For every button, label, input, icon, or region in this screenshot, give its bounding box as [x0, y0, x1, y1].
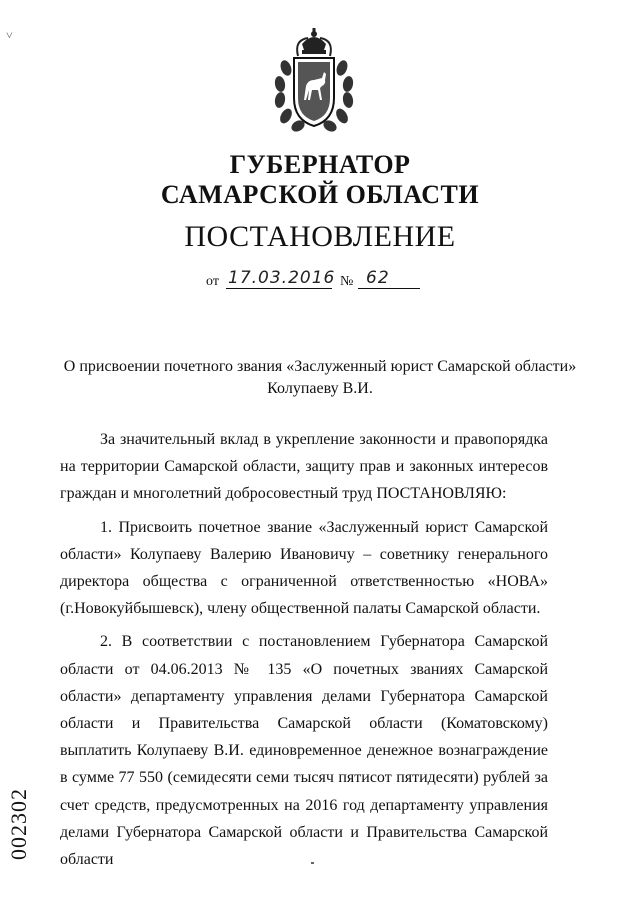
subject-line-2: Колупаеву В.И.	[267, 380, 373, 397]
from-label: от	[206, 274, 219, 289]
date-number-line	[206, 268, 446, 292]
region-title: САМАРСКОЙ ОБЛАСТИ	[160, 180, 480, 209]
registration-stamp: 002302	[6, 788, 31, 860]
decree-body	[60, 426, 548, 873]
number-underline	[358, 288, 420, 289]
governor-title: ГУБЕРНАТОР	[229, 150, 411, 179]
number-label: №	[340, 274, 354, 289]
decree-date: 17.03.2016	[228, 268, 336, 288]
clause-1-paragraph: 1. Присвоить почетное звание «Заслуженный юрист Самарской области» Колупаеву Валерию Ивановичу – советнику генерального директора общества с ограниченной ответственностью «НОВА» (г.Новокуйбышевск), члену общественной палаты Самарской области.	[60, 518, 548, 618]
subject-line-1: О присвоении почетного звания «Заслуженный юрист Самарской области»	[63, 358, 577, 375]
document-type: ПОСТАНОВЛЕНИЕ	[184, 220, 456, 253]
preamble-paragraph: За значительный вклад в укрепление законности и правопорядка на территории Самарской области, защиту прав и законных интересов граждан и многолетний добросовестный труд ПОСТАНОВЛЯЮ:	[60, 431, 548, 503]
decree-subject	[60, 356, 580, 400]
scan-dot	[311, 862, 314, 864]
coat-of-arms-icon	[268, 28, 360, 134]
corner-mark: ˅	[6, 28, 13, 42]
decree-number: 62	[366, 268, 390, 288]
date-underline	[226, 288, 332, 289]
clause-2-paragraph: 2. В соответствии с постановлением Губернатора Самарской области от 04.06.2013 № 135 «О почетных званиях Самарской области» департаменту управления делами Губернатора Самарской области и Правительства Самарской области (Коматовскому) выплатить Колупаеву В.И. единовременное денежное вознаграждение в сумме 77 550 (семидесяти семи тысяч пятисот пятидесяти) рублей за счет средств, предусмотренных на 2016 год департаменту управления делами Губернатора Самарской области и Правительства Самарской области	[60, 633, 548, 869]
